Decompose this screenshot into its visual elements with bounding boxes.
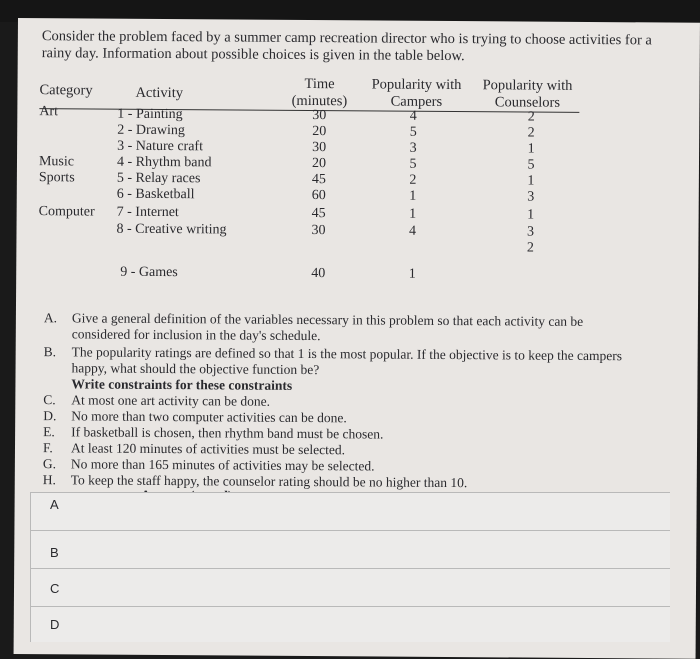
time-cell: 60: [311, 188, 326, 204]
question-g: G. No more than 165 minutes of activities may be selected.: [42, 456, 375, 474]
counselors-cell: 3: [527, 189, 535, 205]
question-f: F. At least 120 minutes of activities must be selected.: [42, 440, 346, 458]
answer-row-label: B: [50, 545, 59, 560]
answer-row-label: D: [50, 617, 60, 632]
counselors-cell: 1: [527, 141, 535, 157]
answer-row-label: A: [50, 497, 59, 512]
answer-row-c[interactable]: [30, 568, 670, 607]
time-cell: 30: [312, 108, 327, 124]
campers-cell: 5: [409, 156, 417, 172]
intro-paragraph: Consider the problem faced by a summer camp recreation director who is trying to choose activities for a rainy day. Information about possible choices is given in the table below.: [41, 28, 652, 65]
answer-row-d[interactable]: [30, 606, 670, 643]
category-music: Music: [38, 154, 75, 170]
campers-cell: 4: [408, 223, 417, 239]
answer-row-b[interactable]: [30, 530, 670, 569]
header-time: Time (minutes): [291, 76, 348, 110]
time-cell: 30: [311, 223, 326, 239]
activity-cell: 8 - Creative writing: [116, 221, 227, 238]
activity-cell: 5 - Relay races: [116, 170, 201, 187]
answer-table: [30, 492, 670, 642]
campers-cell: 2: [409, 172, 417, 188]
category-sports: Sports: [38, 170, 75, 186]
counselors-cell: 2: [527, 125, 535, 141]
question-a: A. Give a general definition of the variables necessary in this problem so that each activity can be considered for inclusion in the day's schedule.: [43, 310, 584, 343]
header-popularity-campers: Popularity with Campers: [371, 76, 462, 110]
time-cell: 45: [311, 172, 326, 188]
time-cell: 20: [311, 156, 327, 172]
counselors-cell: 5: [527, 157, 535, 173]
activity-cell: 3 - Nature craft: [117, 138, 204, 155]
campers-cell: 1: [409, 206, 417, 222]
campers-cell-games: 1: [408, 266, 416, 282]
category-art: Art: [39, 104, 59, 120]
counselors-cell: 2: [527, 109, 535, 125]
activity-cell: 4 - Rhythm band: [116, 154, 212, 171]
constraints-heading: Write constraints for these constraints: [71, 376, 293, 393]
time-cell-games: 40: [311, 266, 326, 282]
counselors-extra-cell: 2: [526, 240, 534, 256]
question-b: B. The popularity ratings are defined so that 1 is the most popular. If the objective is to keep the campers happy, what should the objective function be?: [43, 344, 623, 377]
question-d: D. No more than two computer activities can be done.: [43, 408, 347, 426]
counselors-cell: 1: [527, 207, 535, 223]
answer-row-label: C: [50, 581, 60, 596]
campers-cell: 5: [409, 124, 417, 140]
activity-cell: 2 - Drawing: [117, 122, 185, 139]
activity-cell: 7 - Internet: [116, 204, 179, 221]
time-cell: 20: [312, 124, 327, 140]
campers-cell: 4: [409, 108, 417, 124]
category-computer: Computer: [38, 204, 95, 220]
header-activity: Activity: [135, 84, 184, 102]
campers-cell: 3: [409, 140, 417, 156]
counselors-cell: 3: [526, 224, 535, 240]
activity-cell-games: 9 - Games: [120, 264, 178, 281]
time-cell: 30: [312, 140, 327, 156]
header-popularity-counselors: Popularity with Counselors: [482, 77, 573, 111]
campers-cell: 1: [409, 188, 417, 204]
activity-cell: 1 - Painting: [117, 106, 183, 123]
answer-row-a[interactable]: [30, 492, 670, 531]
question-h: H. To keep the staff happy, the counselor rating should be no higher than 10.: [42, 472, 468, 491]
question-e: E. If basketball is chosen, then rhythm band must be chosen.: [43, 424, 384, 442]
time-cell: 45: [311, 206, 326, 222]
counselors-cell: 1: [527, 173, 535, 189]
activity-cell: 6 - Basketball: [116, 186, 195, 203]
question-c: C. At most one art activity can be done.: [43, 392, 271, 409]
header-category: Category: [39, 82, 93, 99]
